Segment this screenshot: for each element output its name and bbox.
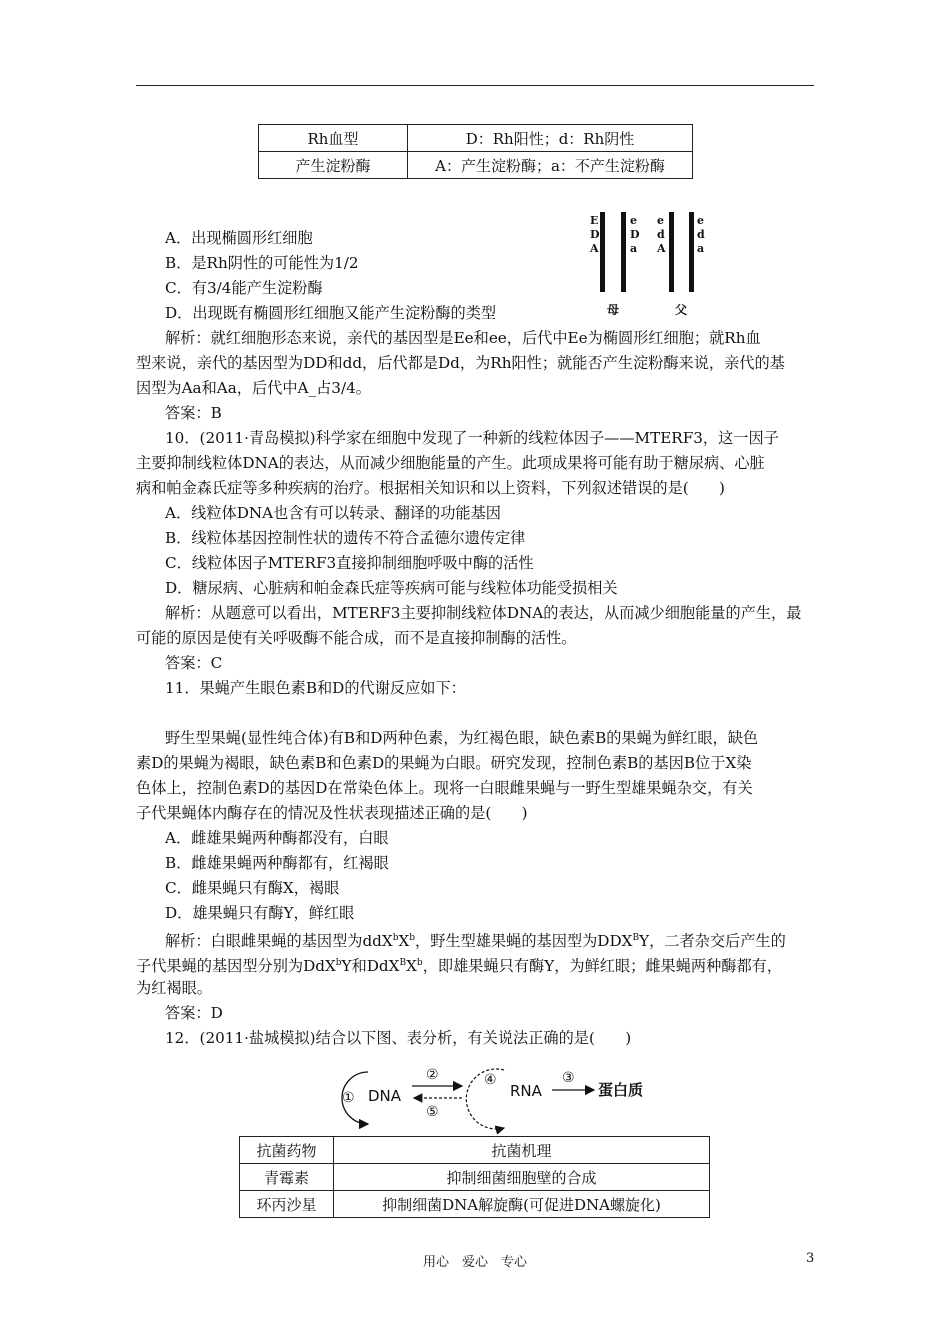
q11-stem-line: 色体上，控制色素D的基因D在常染色体上。现将一白眼雌果蝇与一野生型雄果蝇杂交，有关 — [136, 779, 753, 797]
central-dogma-diagram — [332, 1064, 662, 1138]
q9-option-d: D．出现既有椭圆形红细胞又能产生淀粉酶的类型 — [165, 304, 497, 322]
q11-analysis-line: 解析：白眼雌果蝇的基因型为$ddX^bX^b$，野生型雄果蝇的基因型为$DDX^BY$，二者杂交后产生的 — [165, 932, 786, 951]
table-row — [240, 1164, 710, 1191]
q10-analysis-line: 解析：从题意可以看出，MTERF3主要抑制线粒体DNA的表达，从而减少细胞能量的产生，最 — [165, 604, 802, 622]
q11-option-a: A．雌雄果蝇两种酶都没有，白眼 — [165, 829, 389, 847]
q10-option-b: B．线粒体基因控制性状的遗传不符合孟德尔遗传定律 — [165, 529, 526, 547]
chromosome-diagram — [585, 208, 715, 318]
antibacterial-table — [239, 1136, 710, 1218]
q11-stem-line: 素D的果蝇为褐眼，缺色素B和色素D的果蝇为白眼。研究发现，控制色素B的基因B位于X染 — [136, 754, 752, 772]
mother-label: 母 — [607, 303, 620, 317]
q10-stem-line: 病和帕金森氏症等多种疾病的治疗。根据相关知识和以上资料，下列叙述错误的是( ) — [136, 479, 725, 497]
step-2-label: ② — [426, 1067, 439, 1083]
q11-stem-line: 子代果蝇体内酶存在的情况及性状表现描述正确的是( ) — [136, 804, 528, 822]
gene-label: d — [697, 228, 705, 241]
table-cell: 青霉素 — [240, 1164, 334, 1191]
dna-label: DNA — [368, 1087, 402, 1105]
table-cell: 抑制细菌DNA解旋酶(可促进DNA螺旋化) — [334, 1191, 710, 1218]
q11-stem-intro: 11．果蝇产生眼色素B和D的代谢反应如下： — [165, 679, 466, 697]
table-row — [240, 1137, 710, 1164]
q10-stem-line: 10．(2011·青岛模拟)科学家在细胞中发现了一种新的线粒体因子——MTERF3，这一因子 — [165, 429, 779, 447]
protein-label: 蛋白质 — [598, 1081, 644, 1099]
page-footer: 用心 爱心 专心 — [422, 1255, 527, 1270]
q10-option-d: D．糖尿病、心脏病和帕金森氏症等疾病可能与线粒体功能受损相关 — [165, 579, 618, 597]
gene-label: A — [590, 242, 599, 255]
q11-option-b: B．雌雄果蝇两种酶都有，红褐眼 — [165, 854, 389, 872]
q9-option-a: A．出现椭圆形红细胞 — [165, 229, 313, 247]
step-1-label: ① — [342, 1090, 355, 1106]
table-cell: 环丙沙星 — [240, 1191, 334, 1218]
q10-analysis-line: 可能的原因是使有关呼吸酶不能合成，而不是直接抑制酶的活性。 — [136, 629, 577, 647]
q10-option-c: C．线粒体因子MTERF3直接抑制细胞呼吸中酶的活性 — [165, 554, 534, 572]
q9-analysis-line: 因型为Aa和Aa，后代中A_占3/4。 — [136, 379, 371, 397]
step-3-label: ③ — [562, 1070, 575, 1086]
gene-label: D — [630, 228, 640, 241]
table-cell: 抑制细菌细胞壁的合成 — [334, 1164, 710, 1191]
table-row — [259, 125, 693, 152]
table-cell: A：产生淀粉酶；a：不产生淀粉酶 — [408, 152, 693, 179]
gene-label: e — [630, 214, 637, 227]
step-5-label: ⑤ — [426, 1104, 439, 1120]
q11-stem-line: 野生型果蝇(显性纯合体)有B和D两种色素，为红褐色眼，缺色素B的果蝇为鲜红眼，缺色 — [165, 729, 759, 747]
q9-analysis-line: 解析：就红细胞形态来说，亲代的基因型是Ee和ee，后代中Ee为椭圆形红细胞；就Rh血 — [165, 329, 761, 347]
q9-option-c: C．有3/4能产生淀粉酶 — [165, 279, 323, 297]
q10-option-a: A．线粒体DNA也含有可以转录、翻译的功能基因 — [165, 504, 501, 522]
table-row — [240, 1191, 710, 1218]
table-cell: 产生淀粉酶 — [259, 152, 408, 179]
step-4-label: ④ — [484, 1072, 497, 1088]
gene-label: A — [657, 242, 666, 255]
table-header-cell: 抗菌药物 — [240, 1137, 334, 1164]
q9-option-b: B．是Rh阴性的可能性为1/2 — [165, 254, 359, 272]
gene-label: e — [657, 214, 664, 227]
q9-analysis-line: 型来说，亲代的基因型为DD和dd，后代都是Dd，为Rh阳性；就能否产生淀粉酶来说，亲代的基 — [136, 354, 785, 372]
table-header-cell: 抗菌机理 — [334, 1137, 710, 1164]
q11-option-c: C．雌果蝇只有酶X，褐眼 — [165, 879, 340, 897]
gene-label: D — [590, 228, 600, 241]
q10-stem-line: 主要抑制线粒体DNA的表达，从而减少细胞能量的产生。此项成果将可能有助于糖尿病、心脏 — [136, 454, 765, 472]
q11-answer: 答案：D — [165, 1004, 223, 1022]
gene-label: e — [697, 214, 704, 227]
q12-stem: 12．(2011·盐城模拟)结合以下图、表分析，有关说法正确的是( ) — [165, 1029, 632, 1047]
gene-label: a — [697, 242, 705, 255]
page-number: 3 — [806, 1251, 815, 1266]
gene-label: E — [590, 214, 599, 227]
table-cell: D：Rh阳性；d：Rh阴性 — [408, 125, 693, 152]
q11-option-d: D．雄果蝇只有酶Y，鲜红眼 — [165, 904, 355, 922]
father-label: 父 — [675, 303, 688, 317]
trait-table — [258, 124, 693, 179]
q11-analysis-line: 为红褐眼。 — [136, 979, 212, 997]
rna-label: RNA — [510, 1082, 542, 1100]
q10-answer: 答案：C — [165, 654, 223, 672]
gene-label: a — [630, 242, 638, 255]
table-cell: Rh血型 — [259, 125, 408, 152]
q11-analysis-line: 子代果蝇的基因型分别为DdX$^b$Y和$DdX^BX^b$，即雄果蝇只有酶Y，为鲜红眼；雌果蝇两种酶都有， — [136, 957, 783, 976]
table-row — [259, 152, 693, 179]
header-rule — [136, 85, 814, 86]
q9-answer: 答案：B — [165, 404, 222, 422]
gene-label: d — [657, 228, 665, 241]
chromosome-figure — [585, 208, 715, 318]
